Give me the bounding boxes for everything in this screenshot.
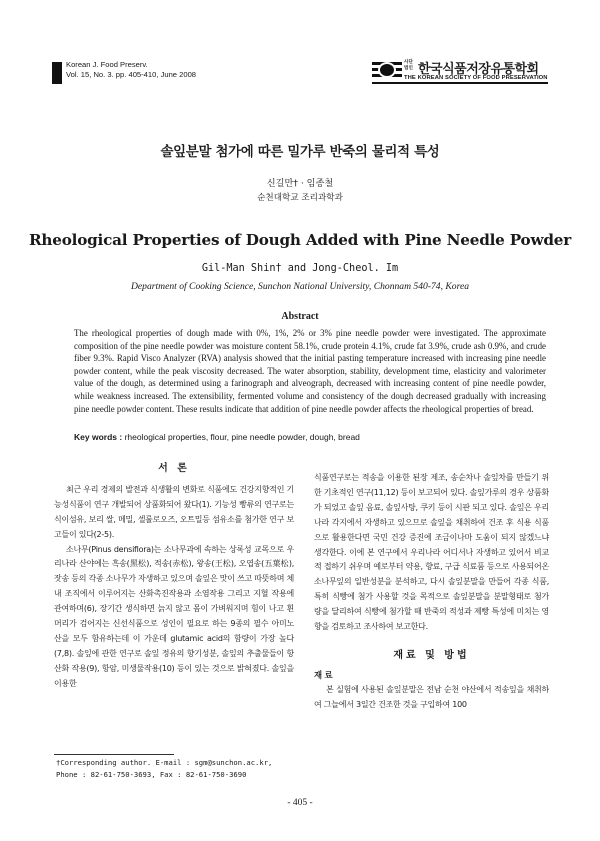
corresponding-author-footnote [56, 757, 272, 780]
journal-name: Korean J. Food Preserv. [66, 60, 148, 69]
affiliation-english: Department of Cooking Science, Sunchon National University, Chonnam 540-74, Korea [130, 281, 470, 292]
page-number: - 405 - [287, 798, 313, 808]
authors-korean: 신길만† · 임종철 [266, 178, 334, 189]
journal-citation [66, 60, 196, 80]
footnote-email: †Corresponding author. E-mail : sgm@sunchon.ac.kr, [56, 758, 273, 767]
society-est-label: 사단 법인 [404, 60, 413, 71]
subsection-heading-materials: 재 료 [314, 669, 333, 680]
right-column [314, 471, 549, 713]
journal-volume: Vol. 15, No. 3. pp. 405-410, June 2008 [66, 70, 197, 79]
keywords-label: Key words : [74, 432, 123, 442]
society-name-english: THE KOREAN SOCIETY OF FOOD PRESERVATION [404, 75, 548, 81]
society-logo-icon [372, 60, 402, 80]
abstract-heading: Abstract [281, 311, 319, 322]
section-heading-methods: 재료 및 방법 [393, 649, 470, 661]
abstract-text: The rheological properties of dough made with 0%, 1%, 2% or 3% pine needle powder were investigated. The approximate composition of the pine needle powder was moisture content 58.1%, crude protein 4.1%, crude fat 3.9%, crude ash 0.9%, and crude fiber 9.3%. Rapid Visco Analyzer (RVA) analysis showed that the initial pasting temperature increased with increasing pine needle powder content, while the peak viscosity decreased. The water absorption, stability, development time, elasticity and valorimeter value of the dough, as determined using a farinograph and alveograph, decreased with increasing content of pine needle powder, while weakness increased. The extensibility, fermented volume and consistency of the dough decreased gradually with increasing pine needle powder content. These results indicate that addition of pine needle powder affects the rheological properties of bread. [74, 328, 546, 414]
intro-paragraph-1: 최근 우리 경제의 발전과 식생활의 변화로 식품에도 건강지향적인 기능성식품이 연구 개발되어 상품화되어 왔다(1). 기능성 빵류의 연구로는 식이섬유, 보리 쌀, 메밀, 셀룰로오즈, 오트밀등 섬유소를 첨가한 연구 보고들이 있다(2-5). [54, 484, 294, 539]
footnote-rule [54, 754, 174, 755]
keywords [74, 432, 546, 442]
authors-english: Gil-Man Shin† and Jong-Cheol. Im [201, 263, 399, 274]
section-heading-introduction: 서 론 [158, 463, 190, 474]
left-column [54, 462, 294, 692]
materials-paragraph: 본 실험에 사용된 솔잎분말은 전남 순천 야산에서 적송잎을 채취하여 그늘에서 3일간 건조한 것을 구입하여 100 [314, 684, 549, 709]
title-english: Rheological Properties of Dough Added with Pine Needle Powder [28, 231, 572, 249]
intro-paragraph-2: 소나무(Pinus densiflora)는 소나무과에 속하는 상록성 교목으로 우리나라 산야에는 흑송(黑松), 적송(赤松), 왕송(王松), 오엽송(五葉松), 잣송 등의 각종 소나무가 자생하고 있으며 솔잎은 맛이 쓰고 따뜻하며 체내 조직에서 이루어지는 산화촉진작용과 소염작용 그리고 지혈 작용에 관여하며(6), 장기간 생식하면 늙지 않고 몸이 가벼워지며 힘이 나고 흰머리가 검어지는 신선식품으로 성인이 필요로 하는 9종의 필수 아미노산을 모두 함유하는데 이 가운데 glutamic acid의 함량이 가장 높다(7,8). 솔잎에 관한 연구로 솔잎 정유의 향기성분, 솔잎의 추출물들이 항산화 작용(9), 항암, 미생물작용(10) 등이 있는 것으로 밝혀졌다. 솔잎을 이용한 [54, 544, 294, 688]
keywords-text: rheological properties, flour, pine needle powder, dough, bread [124, 432, 360, 442]
journal-marker-bar [52, 62, 62, 84]
affiliation-korean: 순천대학교 조리과학과 [257, 193, 343, 203]
footnote-phone: Phone : 82-61-750-3693, Fax : 82-61-750-3690 [56, 769, 247, 779]
society-name-korean: 한국식품저장유통학회 [418, 62, 539, 77]
intro-paragraph-3: 식품연구로는 적송을 이용한 된장 제조, 송순차나 솔잎차를 만들기 위한 기초적인 연구(11,12) 등이 보고되어 있다. 솔잎가루의 경우 상품화가 되었고 솔잎 음료, 솔잎사탕, 쿠키 등이 시판 되고 있다. 솔잎은 우리나라 각지에서 자생하고 있으므로 솔잎을 채취하여 건조 후 식용 식품으로 활용한다면 국민 건강 증진에 조금이나마 도움이 되지 않겠느냐 생각한다. 이에 본 연구에서 우리나라 어디서나 자생하고 있어서 비교적 접하기 쉬우며 예로부터 약용, 향료, 구급 식료품 등으로 사용되어온 소나무잎의 일반성분을 분석하고, 다시 솔잎분말을 만들어 각종 식품, 특히 식빵에 첨가 사용할 것을 목적으로 솔잎분말을 분말형태로 첨가량을 달리하여 식빵에 첨가할 때 반죽의 적성과 제빵 특성에 미치는 영향을 검토하고 조사하여 보고한다. [314, 473, 549, 632]
title-korean: 솔잎분말 첨가에 따른 밀가루 반죽의 물리적 특성 [160, 145, 440, 160]
header-rule [372, 82, 548, 84]
